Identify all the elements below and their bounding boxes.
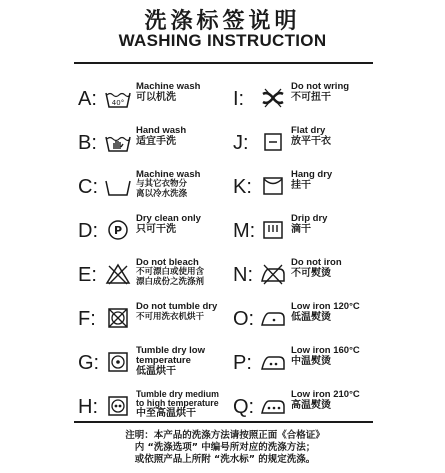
item-chinese: 中至高温烘干 — [136, 408, 196, 419]
item-english: Machine wash — [136, 169, 201, 180]
item-letter: K: — [233, 176, 252, 198]
item-letter: Q: — [233, 396, 255, 418]
item-english: Hang dry — [291, 169, 333, 180]
item-chinese: 低温熨烫 — [291, 312, 331, 323]
care-item-a — [74, 82, 224, 114]
item-english: Low iron 160°C — [291, 345, 360, 356]
item-letter: J: — [233, 132, 249, 154]
item-chinese: 低温烘干 — [136, 366, 176, 377]
item-letter: A: — [78, 88, 97, 110]
care-symbol-grid — [74, 82, 374, 418]
dry-clean-p-icon — [104, 218, 132, 242]
care-item-g — [74, 346, 224, 378]
care-item-n — [229, 258, 379, 290]
item-english: Do not tumble dry — [136, 301, 218, 312]
bottom-divider — [74, 421, 373, 423]
care-item-k — [229, 170, 379, 202]
hang-dry-icon — [259, 174, 287, 198]
drip-dry-icon — [259, 218, 287, 242]
dry-clean-letter: P — [113, 224, 123, 237]
item-chinese: 与其它衣物分 离以冷水洗涤 — [136, 179, 188, 199]
item-chinese: 挂干 — [291, 180, 311, 191]
flat-dry-icon — [259, 130, 287, 154]
page-title-english: WASHING INSTRUCTION — [118, 31, 327, 50]
item-chinese: 不可扭干 — [291, 92, 331, 103]
item-english: Hand wash — [136, 125, 187, 136]
iron-low-icon — [259, 306, 287, 330]
item-english: Do not iron — [291, 257, 342, 268]
item-english: Low iron 210°C — [291, 389, 360, 400]
wash-temperature-label: 40° — [111, 99, 125, 107]
care-item-c — [74, 170, 224, 202]
care-item-f — [74, 302, 224, 334]
item-english: Tumble dry low temperature — [136, 345, 205, 366]
item-letter: M: — [233, 220, 256, 242]
care-item-m — [229, 214, 379, 246]
item-chinese: 中温熨烫 — [291, 356, 331, 367]
care-item-d — [74, 214, 224, 246]
item-chinese: 适宜手洗 — [136, 136, 176, 147]
care-item-q — [229, 390, 379, 422]
iron-medium-icon — [259, 350, 287, 374]
hand-wash-icon — [104, 130, 132, 154]
item-chinese: 滴干 — [291, 224, 311, 235]
item-english: Machine wash — [136, 81, 201, 92]
item-letter: H: — [78, 396, 98, 418]
page-title-chinese: 洗涤标签说明 — [144, 9, 301, 34]
item-letter: I: — [233, 88, 245, 110]
care-item-o — [229, 302, 379, 334]
do-not-tumble-dry-icon — [104, 306, 132, 330]
do-not-wring-icon — [259, 86, 287, 110]
item-chinese: 不可用洗衣机烘干 — [136, 312, 205, 322]
item-english: Tumble dry medium to high temperature — [136, 389, 219, 408]
care-item-j — [229, 126, 379, 158]
item-chinese: 放平干衣 — [291, 136, 331, 147]
do-not-bleach-icon — [104, 262, 132, 286]
item-chinese: 只可干洗 — [136, 224, 176, 235]
item-english: Flat dry — [291, 125, 326, 136]
care-item-p — [229, 346, 379, 378]
item-letter: G: — [78, 352, 100, 374]
care-item-i — [229, 82, 379, 114]
item-english: Dry clean only — [136, 213, 201, 224]
item-letter: P: — [233, 352, 252, 374]
item-chinese: 不可漂白或使用含 漂白成份之洗涤剂 — [136, 267, 205, 287]
care-item-e — [74, 258, 224, 290]
tumble-dry-low-icon — [104, 350, 132, 374]
item-chinese: 高温熨烫 — [291, 400, 331, 411]
item-letter: D: — [78, 220, 98, 242]
iron-high-icon — [259, 394, 287, 418]
item-letter: E: — [78, 264, 97, 286]
machine-wash-40-icon — [104, 86, 132, 110]
item-letter: O: — [233, 308, 255, 330]
item-english: Do not bleach — [136, 257, 199, 268]
top-divider — [74, 62, 373, 64]
item-chinese: 不可熨烫 — [291, 268, 331, 279]
do-not-iron-icon — [259, 262, 287, 286]
item-letter: B: — [78, 132, 97, 154]
item-english: Do not wring — [291, 81, 350, 92]
item-letter: F: — [78, 308, 96, 330]
item-english: Low iron 120°C — [291, 301, 360, 312]
item-letter: N: — [233, 264, 253, 286]
care-item-h — [74, 390, 224, 422]
item-english: Drip dry — [291, 213, 328, 224]
item-letter: C: — [78, 176, 98, 198]
care-item-b — [74, 126, 224, 158]
item-chinese: 可以机洗 — [136, 92, 176, 103]
machine-wash-cold-icon — [104, 174, 132, 198]
tumble-dry-medium-icon — [104, 394, 132, 418]
footer-note: 注明：本产品的洗涤方法请按照正面《合格证》 内 “洗涤选项” 中编号所对应的洗涤方法； 或依照产品上所附 “洗水标” 的规定洗涤。 — [125, 430, 325, 465]
